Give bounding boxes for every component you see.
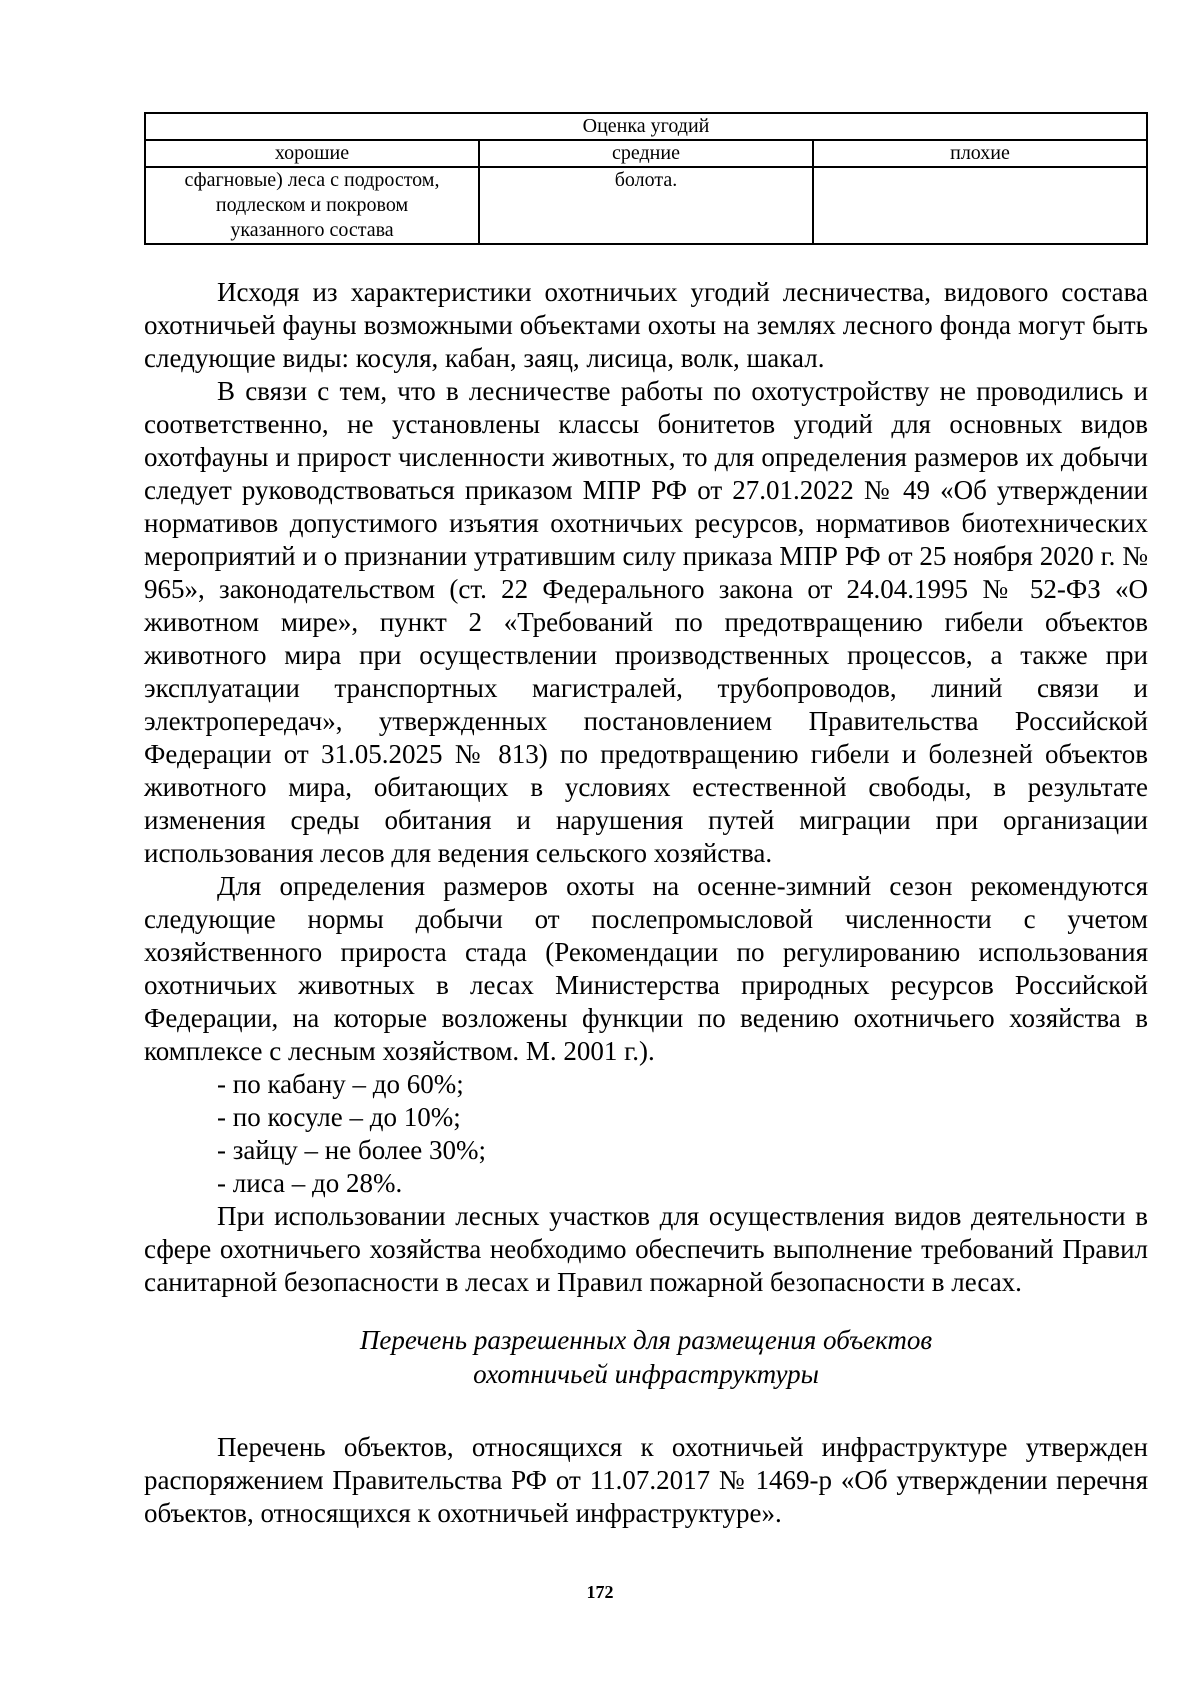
cell-good [145,167,479,244]
land-evaluation-table [144,112,1148,245]
section-heading-line: Перечень разрешенных для размещения объектов [359,1325,933,1355]
table-title: Оценка угодий [145,113,1147,140]
column-header-bad: плохие [813,140,1147,167]
page-number: 172 [586,1582,614,1602]
cell-good-line: подлеском и покровом [215,194,409,216]
cell-medium: болота. [479,167,813,244]
list-item-fox: - лиса – до 28%. [217,1168,403,1198]
section-heading [144,1323,1148,1391]
document-page [144,112,1148,1530]
list-item-roe-deer: - по косуле – до 10%; [217,1102,461,1132]
column-header-medium: средние [479,140,813,167]
cell-good-line: сфагновые) леса с подростом, [184,169,440,191]
paragraph-norms: Для определения размеров охоты на осенне-зимний сезон рекомендуются следующие нормы добычи от послепромысловой численности с учетом хозяйственного прироста стада (Рекомендации по регулированию использования охотничьих животных в лесах Министерства природных ресурсов Российской Федерации, на которые возложены функции по ведению охотничьего хозяйства в комплексе с лесным хозяйством. М. 2001 г.). [144,871,1148,1066]
column-header-good: хорошие [145,140,479,167]
main-text [144,276,1148,1530]
list-item-boar: - по кабану – до 60%; [217,1069,464,1099]
paragraph-species: Исходя из характеристики охотничьих угодий лесничества, видового состава охотничьей фауны возможными объектами охоты на землях лесного фонда могут быть следующие виды: косуля, кабан, заяц, лисица, волк, шакал. [144,277,1148,373]
paragraph-regulations: В связи с тем, что в лесничестве работы по охотустройству не проводились и соответственно, не установлены классы бонитетов угодий для основных видов охотфауны и прирост численности животных, то для определения размеров их добычи следует руководствоваться приказом МПР РФ от 27.01.2022 № 49 «Об утверждении нормативов допустимого изъятия охотничьих ресурсов, нормативов биотехнических мероприятий и о признании утратившим силу приказа МПР РФ от 25 ноября 2020 г. № 965», законодательством (ст. 22 Федерального закона от 24.04.1995 № 52-ФЗ «О животном мире», пункт 2 «Требований по предотвращению гибели объектов животного мира при осуществлении производственных процессов, а также при эксплуатации транспортных магистралей, трубопроводов, линий связи и электропередач», утвержденных постановлением Правительства Российской Федерации от 31.05.2025 № 813) по предотвращению гибели и болезней объектов животного мира, обитающих в условиях естественной свободы, в результате изменения среды обитания и нарушения путей миграции при организации использования лесов для ведения сельского хозяйства. [144,376,1148,868]
cell-good-line: указанного состава [230,219,394,241]
table-row [145,167,1147,244]
paragraph-safety: При использовании лесных участков для осуществления видов деятельности в сфере охотничьего хозяйства необходимо обеспечить выполнение требований Правил санитарной безопасности в лесах и Правил пожарной безопасности в лесах. [144,1201,1148,1297]
section-heading-line: охотничьей инфраструктуры [473,1359,819,1389]
paragraph-infrastructure: Перечень объектов, относящихся к охотничьей инфраструктуре утвержден распоряжением Правительства РФ от 11.07.2017 № 1469-р «Об утверждении перечня объектов, относящихся к охотничьей инфраструктуре». [144,1432,1148,1528]
list-item-hare: - зайцу – не более 30%; [217,1135,487,1165]
cell-bad [813,167,1147,244]
